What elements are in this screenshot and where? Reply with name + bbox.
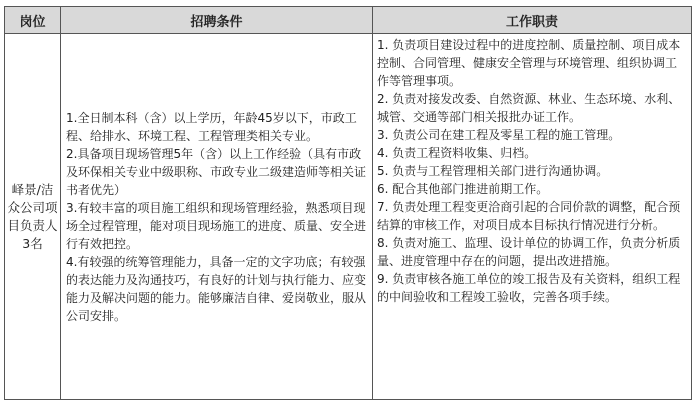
requirement-item-3: 3.有较丰富的项目施工组织和现场管理经验，熟悉项目现场全过程管理，能对项目现场施工的进度、质量、安全进行有效把控。 [66, 200, 367, 251]
duty-item-1: 1. 负责项目建设过程中的进度控制、质量控制、项目成本控制、合同管理、健康安全管理与环境管理、组织协调工作等管理事项。 [377, 38, 681, 88]
requirements-cell [61, 34, 373, 400]
table-row [5, 34, 692, 400]
duty-item-9: 9. 负责审核各施工单位的竣工报告及有关资料，组织工程的中间验收和工程竣工验收，完善各项手续。 [377, 272, 681, 304]
header-position: 岗位 [5, 7, 61, 34]
recruitment-table [4, 6, 692, 400]
duty-item-2: 2. 负责对接发改委、自然资源、林业、生态环境、水利、城管、交通等部门相关报批办证工作。 [377, 92, 681, 124]
header-requirements: 招聘条件 [61, 7, 373, 34]
duty-item-7: 7. 负责处理工程变更洽商引起的合同价款的调整，配合预结算的审核工作，对项目成本目标执行情况进行分析。 [377, 200, 681, 232]
duties-cell [373, 34, 692, 400]
duty-item-4: 4. 负责工程资料收集、归档。 [377, 146, 537, 160]
duty-item-5: 5. 负责与工程管理相关部门进行沟通协调。 [377, 164, 609, 178]
position-cell: 峄景/洁众公司项目负责人3名 [5, 34, 61, 400]
requirement-item-1: 1.全日制本科（含）以上学历，年龄45岁以下，市政工程、给排水、环境工程、工程管理类相关专业。 [66, 110, 357, 143]
header-duties: 工作职责 [373, 7, 692, 34]
duty-item-3: 3. 负责公司在建工程及零星工程的施工管理。 [377, 128, 621, 142]
table-header-row [5, 7, 692, 34]
duty-item-8: 8. 负责对施工、监理、设计单位的协调工作，负责分析质量、进度管理中存在的问题，提出改进措施。 [377, 236, 681, 268]
duty-item-6: 6. 配合其他部门推进前期工作。 [377, 182, 549, 196]
requirement-item-2: 2.具备项目现场管理5年（含）以上工作经验（具有市政及环保相关专业中级职称、市政专业二级建造师等相关证书者优先） [66, 146, 367, 197]
requirement-item-4: 4.有较强的统筹管理能力，具备一定的文字功底；有较强的表达能力及沟通技巧，有良好的计划与执行能力、应变能力及解决问题的能力。能够廉洁自律、爱岗敬业，服从公司安排。 [66, 254, 367, 323]
recruitment-table-wrapper [4, 6, 692, 400]
